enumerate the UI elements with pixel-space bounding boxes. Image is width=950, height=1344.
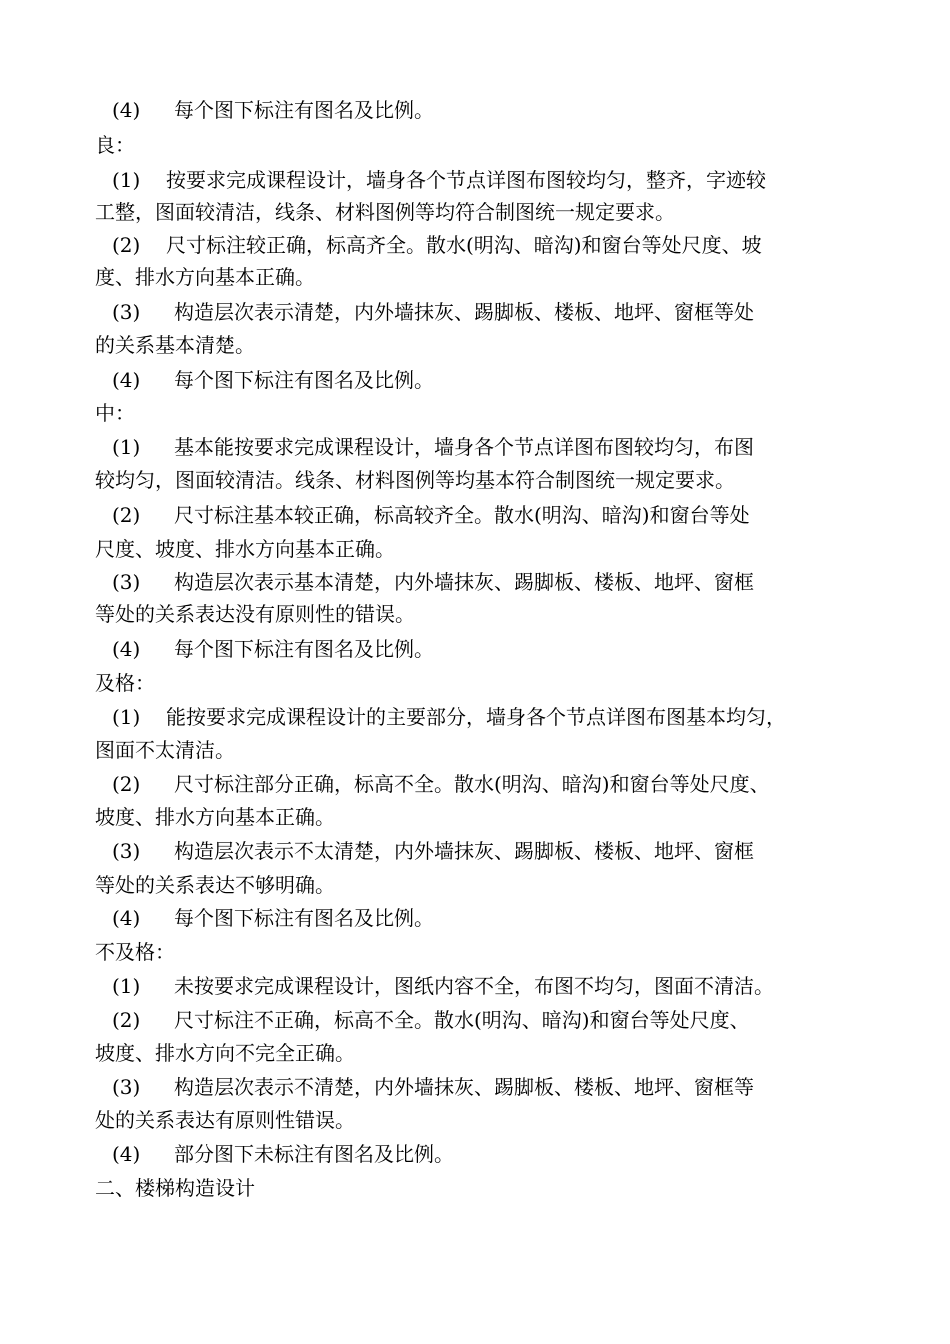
- item-number: (3): [112, 300, 141, 324]
- line-text: 每个图下标注有图名及比例。: [174, 906, 434, 930]
- item-number: (1): [112, 435, 141, 459]
- criterion-line: [112, 837, 754, 865]
- line-text: 及格：: [95, 671, 155, 695]
- criterion-line: [112, 972, 774, 1000]
- criterion-line: [112, 703, 786, 731]
- criterion-line: [112, 568, 754, 596]
- continuation-line: [95, 198, 675, 226]
- continuation-line: [95, 331, 255, 359]
- item-number: (3): [112, 570, 141, 594]
- grade-heading-pass: [95, 669, 155, 697]
- continuation-line: [95, 535, 395, 563]
- item-number: (1): [112, 974, 141, 998]
- line-text: 尺寸标注不正确，标高不全。散水(明沟、暗沟)和窗台等处尺度、: [174, 1008, 750, 1032]
- item-number: (4): [112, 906, 141, 930]
- line-text: 不及格：: [95, 940, 175, 964]
- line-text: 二、楼梯构造设计: [95, 1176, 255, 1200]
- continuation-line: [95, 1039, 355, 1067]
- continuation-line: [95, 263, 315, 291]
- continuation-line: [95, 871, 335, 899]
- criterion-line: [112, 96, 434, 124]
- line-text: 尺度、坡度、排水方向基本正确。: [95, 537, 395, 561]
- line-text: 尺寸标注基本较正确，标高较齐全。散水(明沟、暗沟)和窗台等处: [174, 503, 750, 527]
- criterion-line: [112, 635, 434, 663]
- continuation-line: [95, 736, 235, 764]
- line-text: 部分图下未标注有图名及比例。: [174, 1142, 454, 1166]
- criterion-line: [112, 1073, 754, 1101]
- item-number: (4): [112, 98, 141, 122]
- line-text: 工整，图面较清洁，线条、材料图例等均符合制图统一规定要求。: [95, 200, 675, 224]
- line-text: 等处的关系表达没有原则性的错误。: [95, 602, 415, 626]
- line-text: 每个图下标注有图名及比例。: [174, 368, 434, 392]
- item-number: (3): [112, 1075, 141, 1099]
- continuation-line: [95, 600, 415, 628]
- criterion-line: [112, 231, 762, 259]
- line-text: 坡度、排水方向基本正确。: [95, 805, 335, 829]
- grade-heading-fail: [95, 938, 175, 966]
- line-text: 每个图下标注有图名及比例。: [174, 98, 434, 122]
- line-text: 能按要求完成课程设计的主要部分，墙身各个节点详图布图基本均匀，: [166, 705, 786, 729]
- grade-heading-good: [95, 131, 135, 159]
- line-text: 坡度、排水方向不完全正确。: [95, 1041, 355, 1065]
- line-text: 等处的关系表达不够明确。: [95, 873, 335, 897]
- criterion-line: [112, 366, 434, 394]
- criterion-line: [112, 166, 766, 194]
- continuation-line: [95, 1106, 355, 1134]
- line-text: 基本能按要求完成课程设计，墙身各个节点详图布图较均匀，布图: [174, 435, 754, 459]
- line-text: 处的关系表达有原则性错误。: [95, 1108, 355, 1132]
- line-text: 度、排水方向基本正确。: [95, 265, 315, 289]
- line-text: 构造层次表示基本清楚，内外墙抹灰、踢脚板、楼板、地坪、窗框: [174, 570, 754, 594]
- item-number: (4): [112, 1142, 141, 1166]
- criterion-line: [112, 770, 770, 798]
- item-number: (1): [112, 168, 141, 192]
- criterion-line: [112, 433, 754, 461]
- line-text: 尺寸标注较正确，标高齐全。散水(明沟、暗沟)和窗台等处尺度、坡: [166, 233, 762, 257]
- line-text: 图面不太清洁。: [95, 738, 235, 762]
- item-number: (2): [112, 772, 141, 796]
- item-number: (1): [112, 705, 141, 729]
- grade-heading-medium: [95, 399, 135, 427]
- criterion-line: [112, 298, 754, 326]
- criterion-line: [112, 501, 750, 529]
- item-number: (2): [112, 233, 141, 257]
- item-number: (4): [112, 368, 141, 392]
- item-number: (2): [112, 1008, 141, 1032]
- line-text: 构造层次表示不太清楚，内外墙抹灰、踢脚板、楼板、地坪、窗框: [174, 839, 754, 863]
- line-text: 每个图下标注有图名及比例。: [174, 637, 434, 661]
- continuation-line: [95, 466, 735, 494]
- continuation-line: [95, 803, 335, 831]
- line-text: 未按要求完成课程设计，图纸内容不全，布图不均匀，图面不清洁。: [174, 974, 774, 998]
- line-text: 的关系基本清楚。: [95, 333, 255, 357]
- line-text: 良：: [95, 133, 135, 157]
- line-text: 构造层次表示不清楚，内外墙抹灰、踢脚板、楼板、地坪、窗框等: [174, 1075, 754, 1099]
- section-heading-stair-design: [95, 1174, 255, 1202]
- criterion-line: [112, 904, 434, 932]
- line-text: 中：: [95, 401, 135, 425]
- item-number: (3): [112, 839, 141, 863]
- line-text: 较均匀，图面较清洁。线条、材料图例等均基本符合制图统一规定要求。: [95, 468, 735, 492]
- line-text: 尺寸标注部分正确，标高不全。散水(明沟、暗沟)和窗台等处尺度、: [174, 772, 770, 796]
- line-text: 按要求完成课程设计，墙身各个节点详图布图较均匀，整齐，字迹较: [166, 168, 766, 192]
- item-number: (2): [112, 503, 141, 527]
- criterion-line: [112, 1006, 750, 1034]
- criterion-line: [112, 1140, 454, 1168]
- item-number: (4): [112, 637, 141, 661]
- line-text: 构造层次表示清楚，内外墙抹灰、踢脚板、楼板、地坪、窗框等处: [174, 300, 754, 324]
